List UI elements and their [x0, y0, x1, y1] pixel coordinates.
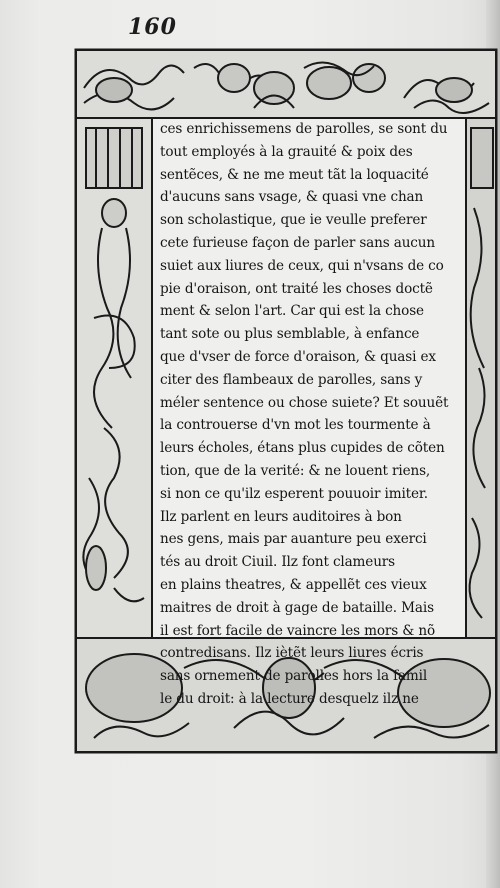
- text-line: que d'vser de force d'oraison, & quasi ex: [160, 348, 436, 365]
- top-ornament-band: [76, 50, 496, 118]
- text-line: cete furieuse façon de parler sans aucun: [160, 234, 435, 251]
- text-line: il est fort facile de vaincre les mors & nõ: [160, 622, 436, 639]
- text-line: méler sentence ou chose suiete? Et souuẽt: [160, 394, 449, 411]
- text-line: sans ornement de parolles hors la famil: [160, 668, 428, 685]
- text-line: tion, que de la verité: & ne louent riens,: [160, 462, 431, 479]
- text-line: ment & selon l'art. Car qui est la chose: [160, 303, 424, 320]
- text-line: citer des flambeaux de parolles, sans y: [160, 371, 423, 388]
- right-ornament-column: [466, 118, 496, 638]
- left-ornament-column: [76, 118, 152, 638]
- text-line: tout employés à la grauité & poix des: [160, 143, 413, 160]
- text-line: d'aucuns sans vsage, & quasi vne chan: [160, 189, 424, 206]
- page-number: 160: [128, 14, 177, 40]
- text-line: Ilz parlent en leurs auditoires à bon: [160, 508, 402, 525]
- text-line: ces enrichissemens de parolles, se sont du: [160, 121, 448, 137]
- text-line: la controuerse d'vn mot les tourmente à: [160, 417, 431, 434]
- text-line: pie d'oraison, ont traité les choses doctẽ: [160, 280, 433, 297]
- text-line: suiet aux liures de ceux, qui n'vsans de co: [160, 257, 444, 274]
- text-line: en plains theatres, & appellẽt ces vieux: [160, 576, 427, 593]
- text-line: leurs écholes, étans plus cupides de cõten: [160, 440, 445, 457]
- text-line: contredisans. Ilz iètẽt leurs liures écris: [160, 645, 424, 662]
- text-line: son scholastique, que ie veulle preferer: [160, 212, 427, 229]
- text-line: nes gens, mais par auanture peu exerci: [160, 531, 427, 548]
- text-line: tés au droit Ciuil. Ilz font clameurs: [160, 554, 395, 571]
- body-text: [160, 118, 460, 707]
- text-line: maitres de droit à gage de bataille. Mais: [160, 599, 434, 616]
- text-line: tant sote ou plus semblable, à enfance: [160, 326, 420, 343]
- text-line: si non ce qu'ilz esperent pouuoir imiter.: [160, 485, 428, 502]
- text-line: sentẽces, & ne me meut tãt la loquacité: [160, 166, 429, 183]
- text-line: le du droit: à la lecture desquelz ilz ne: [160, 690, 419, 707]
